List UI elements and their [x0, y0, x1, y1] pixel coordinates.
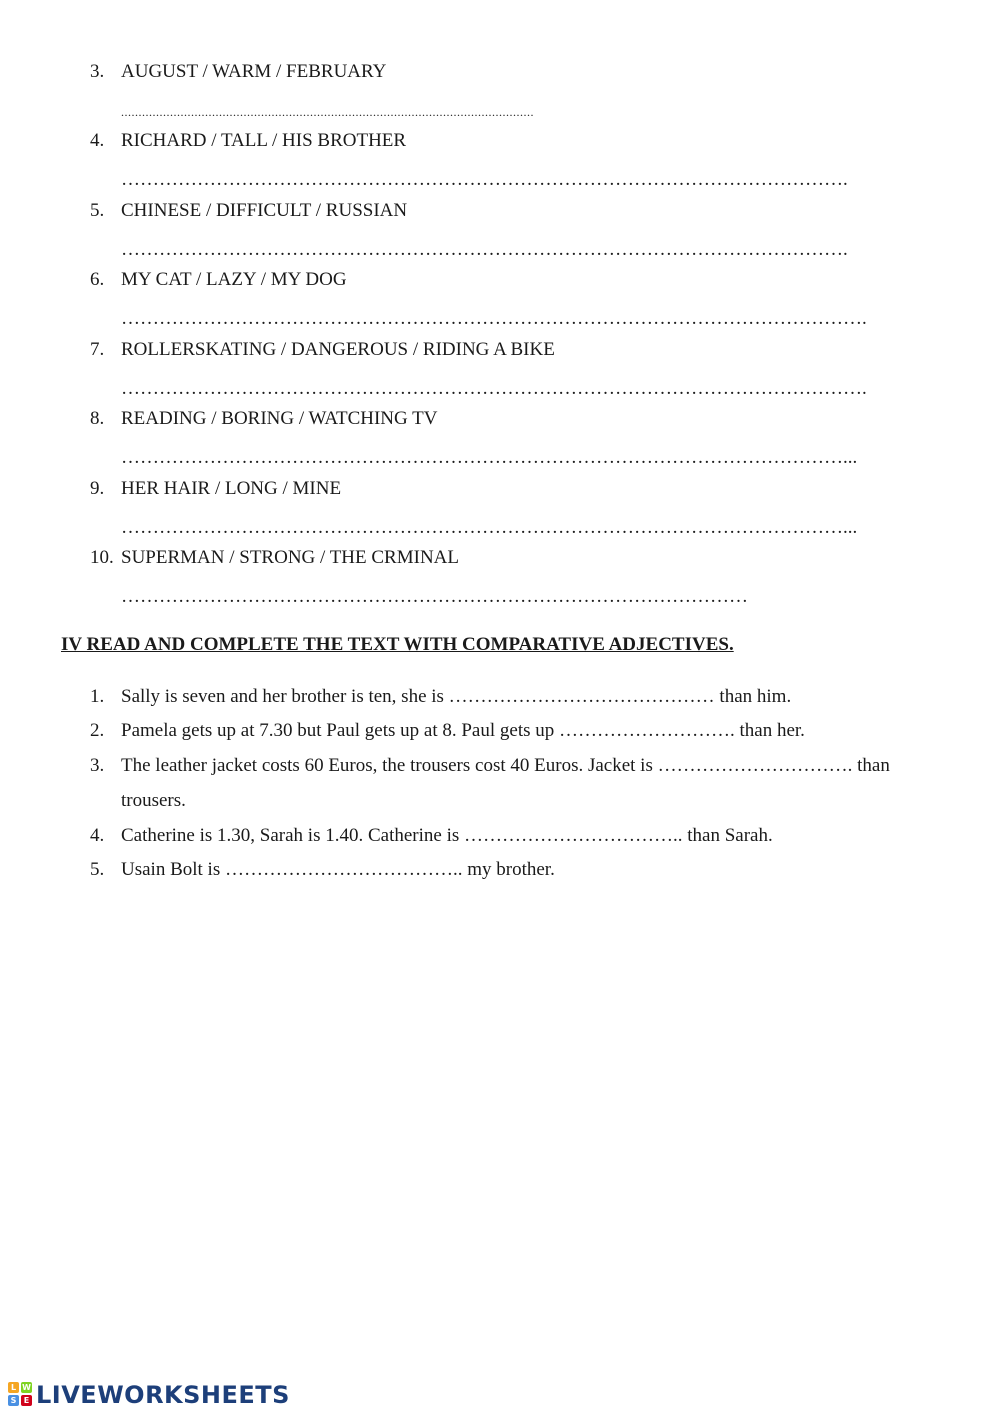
item-prompt: SUPERMAN / STRONG / THE CRMINAL	[121, 547, 459, 568]
answer-blank[interactable]: …………………………………………………………………………………………………….	[121, 239, 848, 260]
item-number: 7.	[90, 339, 105, 360]
sentence-continuation: trousers.	[121, 790, 186, 811]
logo-tile: S	[8, 1395, 19, 1406]
logo-tiles-icon	[8, 1382, 34, 1408]
item-number: 2.	[90, 720, 105, 741]
sentence[interactable]: Pamela gets up at 7.30 but Paul gets up at 8. Paul gets up ………………………. than her.	[121, 720, 805, 741]
item-number: 5.	[90, 859, 105, 880]
item-prompt: AUGUST / WARM / FEBRUARY	[121, 61, 387, 82]
logo-tile: L	[8, 1382, 19, 1393]
item-number: 5.	[90, 200, 105, 221]
answer-blank[interactable]: ………………………………………………………………………………………	[121, 586, 748, 607]
sentence[interactable]: Usain Bolt is ……………………………….. my brother.	[121, 859, 555, 880]
item-prompt: CHINESE / DIFFICULT / RUSSIAN	[121, 200, 408, 221]
liveworksheets-logo[interactable]	[8, 1381, 290, 1409]
item-number: 10.	[90, 547, 114, 568]
sentence[interactable]: The leather jacket costs 60 Euros, the trousers cost 40 Euros. Jacket is …………………………. than	[121, 755, 890, 776]
item-number: 3.	[90, 61, 105, 82]
item-prompt: HER HAIR / LONG / MINE	[121, 478, 342, 499]
answer-blank[interactable]: ……………………………………………………………………………………………………...	[121, 517, 858, 538]
logo-tile: W	[22, 1383, 31, 1392]
answer-blank[interactable]: ……………………………………………………………………………………………………….	[121, 308, 867, 329]
answer-blank[interactable]: ……………………………………………………………………………………………………...	[121, 447, 858, 468]
item-number: 1.	[90, 686, 105, 707]
item-number: 6.	[90, 269, 105, 290]
item-number: 3.	[90, 755, 105, 776]
item-number: 4.	[90, 825, 105, 846]
sentence[interactable]: Catherine is 1.30, Sarah is 1.40. Catherine is …………………………….. than Sarah.	[121, 825, 773, 846]
item-number: 9.	[90, 478, 105, 499]
item-prompt: MY CAT / LAZY / MY DOG	[121, 269, 347, 290]
item-prompt: ROLLERSKATING / DANGEROUS / RIDING A BIKE	[121, 339, 555, 360]
logo-text: LIVEWORKSHEETS	[36, 1381, 290, 1409]
logo-tile: E	[21, 1395, 32, 1406]
answer-blank[interactable]: ......................................................................................................................	[121, 105, 534, 119]
section-4-heading: IV READ AND COMPLETE THE TEXT WITH COMPARATIVE ADJECTIVES.	[61, 634, 734, 655]
item-prompt: RICHARD / TALL / HIS BROTHER	[121, 130, 407, 151]
item-number: 4.	[90, 130, 105, 151]
item-number: 8.	[90, 408, 105, 429]
item-prompt: READING / BORING / WATCHING TV	[121, 408, 438, 429]
answer-blank[interactable]: …………………………………………………………………………………………………….	[121, 169, 848, 190]
sentence[interactable]: Sally is seven and her brother is ten, she is …………………………………… than him.	[121, 686, 792, 707]
answer-blank[interactable]: ……………………………………………………………………………………………………….	[121, 378, 867, 399]
